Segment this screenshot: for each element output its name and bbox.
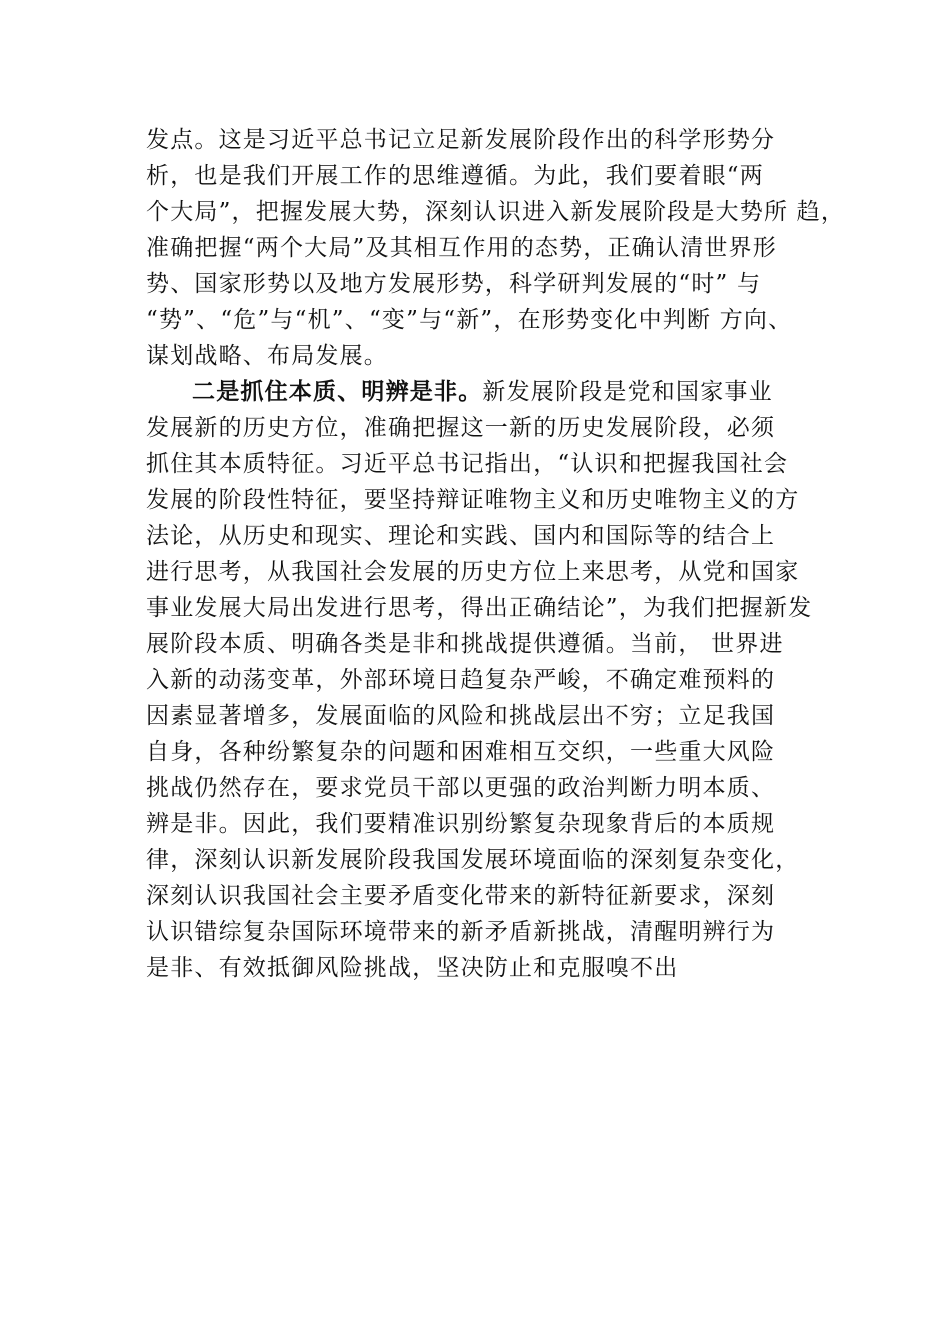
text-line: 发展的阶段性特征，要坚持辩证唯物主义和历史唯物主义的方: [146, 487, 800, 513]
text-run: 新发展阶段是党和国家事业: [482, 379, 773, 405]
text-line: 发点。这是习近平总书记立足新发展阶段作出的科学形势分: [146, 127, 776, 153]
text-line: 法论，从历史和现实、理论和实践、国内和国际等的结合上: [146, 523, 776, 549]
text-line: 自身，各种纷繁复杂的问题和困难相互交织，一些重大风险: [146, 739, 776, 765]
text-line: 认识错综复杂国际环境带来的新矛盾新挑战，清醒明辨行为: [146, 919, 776, 945]
text-line: 展阶段本质、明确各类是非和挑战提供遵循。当前， 世界进: [146, 631, 784, 657]
text-line: 辨是非。因此，我们要精准识别纷繁复杂现象背后的本质规: [146, 811, 776, 837]
text-line: 谋划战略、布局发展。: [146, 343, 388, 369]
paragraph-2: [146, 374, 846, 986]
text-line: 析，也是我们开展工作的思维遵循。为此，我们要着眼“两: [146, 163, 764, 189]
text-line: 发展新的历史方位，准确把握这一新的历史发展阶段，必须: [146, 415, 776, 441]
text-line: 势、国家形势以及地方发展形势，科学研判发展的“时” 与: [146, 271, 762, 297]
document-body: [146, 122, 846, 986]
paragraph-1: [146, 122, 846, 374]
text-line: 是非、有效抵御风险挑战，坚决防止和克服嗅不出: [146, 955, 679, 981]
text-line: 进行思考，从我国社会发展的历史方位上来思考，从党和国家: [146, 559, 800, 585]
text-line: 挑战仍然存在，要求党员干部以更强的政治判断力明本质、: [146, 775, 776, 801]
text-line: 因素显著增多，发展面临的风险和挑战层出不穷；立足我国: [146, 703, 776, 729]
text-line: 抓住其本质特征。习近平总书记指出，“认识和把握我国社会: [146, 451, 789, 477]
paragraph-2-first-line: [146, 374, 846, 410]
text-line: 个大局”，把握发展大势，深刻认识进入新发展阶段是大势所 趋，: [146, 199, 846, 225]
text-line: 深刻认识我国社会主要矛盾变化带来的新特征新要求，深刻: [146, 883, 776, 909]
text-line: 事业发展大局出发进行思考，得出正确结论”，为我们把握新发: [146, 595, 813, 621]
text-line: 律，深刻认识新发展阶段我国发展环境面临的深刻复杂变化，: [146, 847, 800, 873]
text-line: 入新的动荡变革，外部环境日趋复杂严峻，不确定难预料的: [146, 667, 776, 693]
text-line: 准确把握“两个大局”及其相互作用的态势，正确认清世界形: [146, 235, 777, 261]
paragraph-heading: 二是抓住本质、明辨是非。: [192, 378, 483, 405]
text-line: “势”、“危”与“机”、“变”与“新”，在形势变化中判断 方向、: [146, 307, 793, 333]
